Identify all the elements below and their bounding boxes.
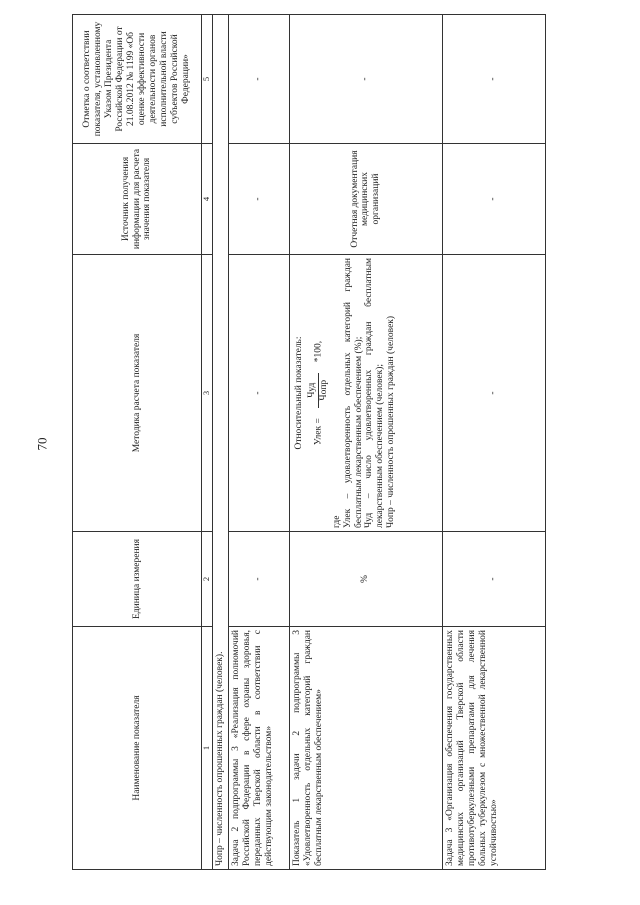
formula-numerator: Чуд [307,373,319,408]
unit-cell: - [228,532,289,627]
header-name: Наименование показателя [73,627,202,870]
formula [307,258,330,528]
formula-eq: = [313,418,324,424]
definition: Улек – удовлетворенность отдельных категорий граждан бесплатным лекарственным обеспечением (%); [342,258,364,528]
rotated-table-wrapper [72,21,582,870]
formula-lhs: Улек [313,425,324,446]
header-unit: Единица измерения [73,532,202,627]
header-mark: Отметка о соответствии показателя, установленному Указом Президента Российской Федерации от 21.08.2012 № 1199 «Об оценке эффективности деятельности органов исполнительной власти субъектов Российской Федерации» [73,15,202,144]
table-row [228,15,289,870]
header-source: Источник получения информации для расчета значения показателя [73,144,202,255]
header-row [73,15,202,870]
column-numbers-row [202,15,213,870]
definition: Чуд – число удовлетворенных граждан бесплатным лекарственным обеспечением (человек); [364,258,386,528]
col-number: 2 [202,532,213,627]
formula-tail: *100, [313,340,324,363]
method-cell: - [228,255,289,532]
method-cell: - [442,255,545,532]
col-number: 3 [202,255,213,532]
page-number: 70 [34,437,50,451]
col-number: 5 [202,15,213,144]
source-cell: Отчетная документация медицинских организаций [289,144,442,255]
indicator-name: Задача 3 «Организация обеспечения государственных медицинских организаций Тверской области противотуберкулезными препаратами для лечения больных туберкулезом с множественной лекарственной устойчивостью» [442,627,545,870]
carryover-text: Чопр – численность опрошенных граждан (человек). [213,15,229,870]
table-row [442,15,545,870]
carryover-row [213,15,229,870]
indicator-name: Задача 2 подпрограммы 3 «Реализация полномочий Российской Федерации в сфере охраны здоровья, переданных Тверской области в соответствии с действующим законодательством» [228,627,289,870]
mark-cell: - [228,15,289,144]
indicator-name: Показатель 1 задачи 2 подпрограммы 3 «Удовлетворенность отдельных категорий граждан бесплатным лекарственным обеспечением» [289,627,442,870]
unit-cell: % [289,532,442,627]
source-cell: - [228,144,289,255]
formula-fraction [307,373,330,408]
formula-denominator: Чопр [318,379,329,401]
method-cell [289,255,442,532]
indicators-table [72,14,546,870]
col-number: 4 [202,144,213,255]
mark-cell: - [442,15,545,144]
mark-cell: - [289,15,442,144]
table-row [289,15,442,870]
unit-cell: - [442,532,545,627]
definition: Чопр – численность опрошенных граждан (человек) [386,315,397,528]
source-cell: - [442,144,545,255]
header-method: Методика расчета показателя [73,255,202,532]
where-label: где [331,515,342,528]
method-intro: Относительный показатель: [293,336,304,450]
col-number: 1 [202,627,213,870]
